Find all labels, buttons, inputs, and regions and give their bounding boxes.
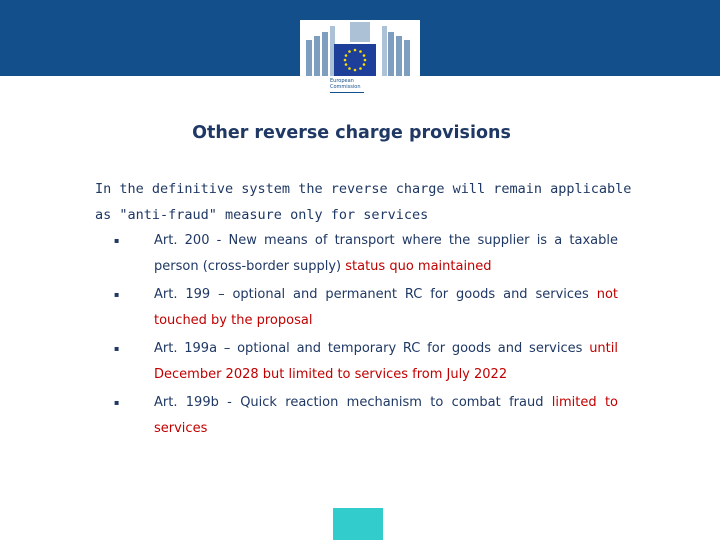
logo-line-2: Commission xyxy=(330,84,361,90)
list-item-highlight: limited to services xyxy=(154,395,619,436)
berlaymont-building-logo-icon xyxy=(304,22,416,76)
footer-accent-bar xyxy=(333,508,383,540)
logo-divider xyxy=(330,92,364,93)
list-item xyxy=(110,390,618,441)
logo-line-1: European xyxy=(330,78,354,84)
provisions-list xyxy=(110,228,618,444)
list-item-text: Art. 199 – optional and permanent RC for goods and services xyxy=(154,287,597,302)
bullet-square-icon: ▪ xyxy=(114,398,120,407)
bullet-square-icon: ▪ xyxy=(114,290,120,299)
list-item-highlight: status quo maintained xyxy=(345,258,492,274)
list-item xyxy=(110,282,618,333)
bullet-square-icon: ▪ xyxy=(114,236,120,245)
slide-title: Other reverse charge provisions xyxy=(192,123,511,143)
list-item-highlight: not touched by the proposal xyxy=(154,287,618,328)
list-item xyxy=(110,228,618,279)
list-item-text: Art. 200 - New means of transport where the supplier is a taxable person (cross-border supply) xyxy=(154,233,618,274)
list-item-text: Art. 199b - Quick reaction mechanism to combat fraud xyxy=(154,395,552,410)
bullet-square-icon: ▪ xyxy=(114,344,120,353)
intro-paragraph: In the definitive system the reverse charge will remain applicable as "anti-fraud" measure only for services xyxy=(95,181,632,223)
list-item-highlight: until December 2028 but limited to services from July 2022 xyxy=(154,341,618,382)
logo-wordmark xyxy=(330,78,390,90)
list-item-text: Art. 199a – optional and temporary RC for goods and services xyxy=(154,341,590,356)
list-item xyxy=(110,336,618,387)
